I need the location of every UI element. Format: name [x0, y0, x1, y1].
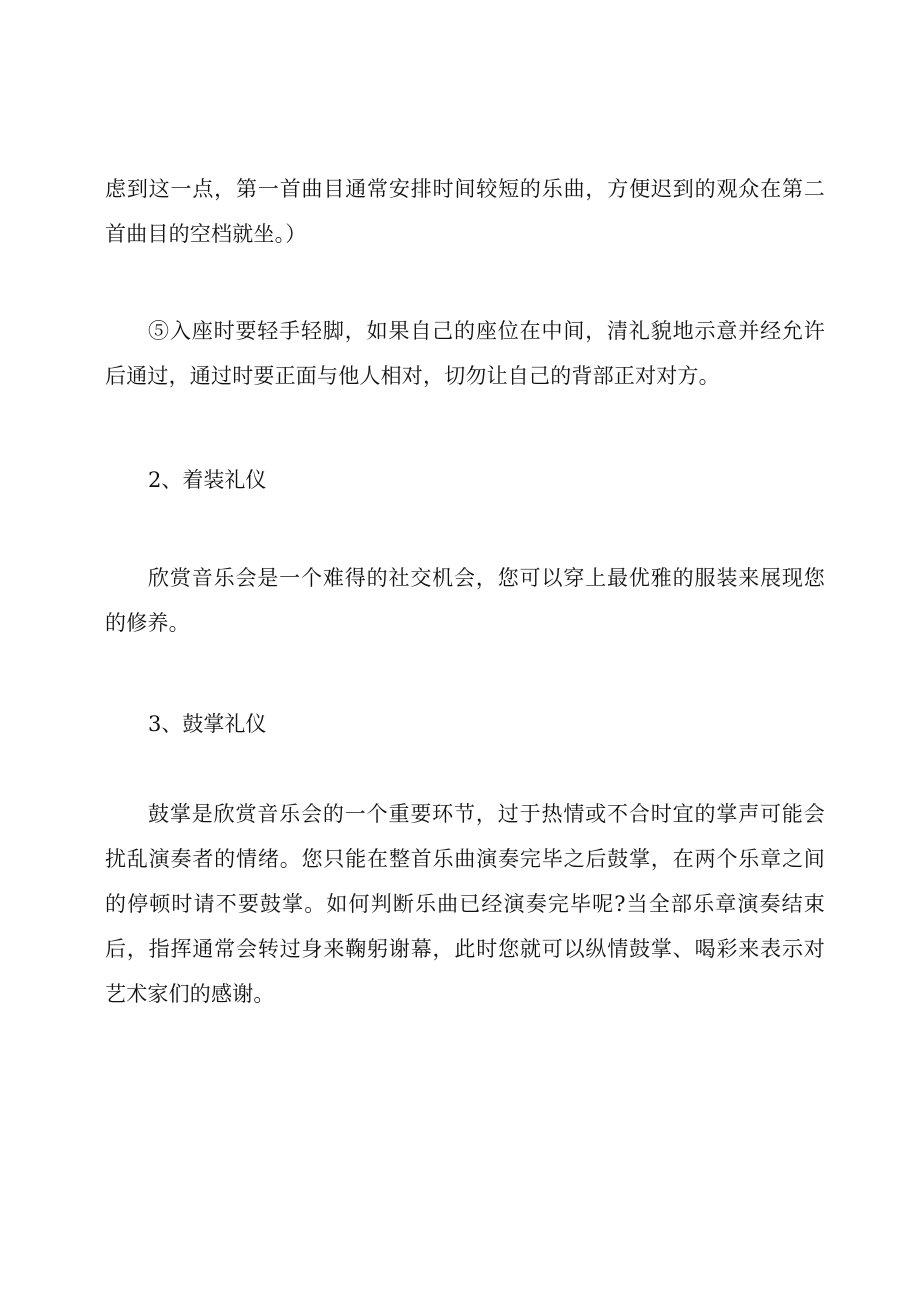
section-heading-applause: 3、鼓掌礼仪: [148, 712, 267, 736]
paragraph-dress-etiquette: 欣赏音乐会是一个难得的社交机会，您可以穿上最优雅的服装来展现您的修养。: [105, 566, 825, 635]
paragraph-applause-etiquette: 鼓掌是欣赏音乐会的一个重要环节，过于热情或不合时宜的掌声可能会扰乱演奏者的情绪。您只能在整首乐曲演奏完毕之后鼓掌，在两个乐章之间的停顿时请不要鼓掌。如何判断乐曲已经演奏完毕呢?当全部乐章演奏结束后，指挥通常会转过身来鞠躬谢幕，此时您就可以纵情鼓掌、喝彩来表示对艺术家们的感谢。: [105, 802, 825, 1006]
section-heading-dress: 2、着装礼仪: [148, 468, 267, 492]
paragraph-continuation: 虑到这一点，第一首曲目通常安排时间较短的乐曲，方便迟到的观众在第二首曲目的空档就坐。）: [105, 177, 825, 246]
paragraph-item-5: ⑤入座时要轻手轻脚，如果自己的座位在中间，清礼貌地示意并经允许后通过，通过时要正面与他人相对，切勿让自己的背部正对对方。: [105, 319, 825, 388]
